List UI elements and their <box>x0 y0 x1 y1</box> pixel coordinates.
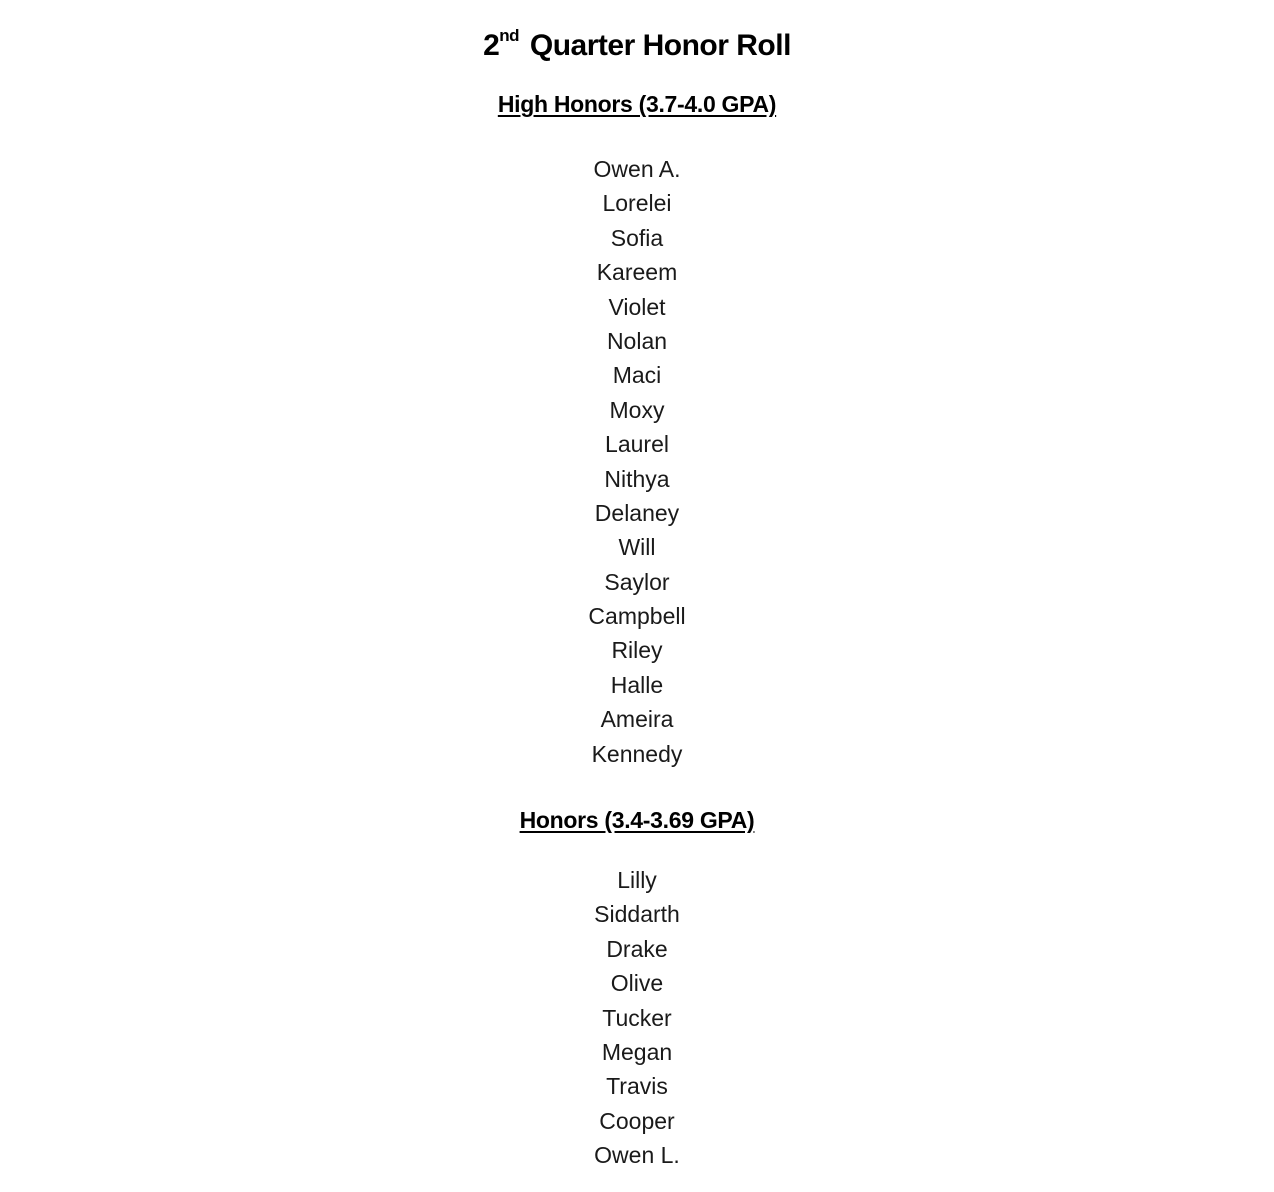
list-item-name: Kennedy <box>591 740 683 767</box>
list-item-name: Megan <box>601 1038 673 1065</box>
list-item-name: Riley <box>611 637 663 664</box>
list-item-name: Olive <box>610 970 664 997</box>
list-item-name: Violet <box>608 293 666 320</box>
list-item-name: Tucker <box>602 1004 672 1031</box>
high-honors-heading: High Honors (3.7-4.0 GPA) <box>497 91 777 117</box>
list-item-name: Saylor <box>604 568 670 595</box>
list-item-name: Cooper <box>599 1107 675 1134</box>
list-item-name: Laurel <box>605 431 669 458</box>
list-item-name: Owen A. <box>593 156 681 182</box>
list-item-name: Halle <box>610 671 664 698</box>
honors-list <box>0 863 1274 1173</box>
high-honors-list <box>0 152 1274 771</box>
list-item-name: Nolan <box>606 327 668 354</box>
list-item-name: Will <box>618 534 656 561</box>
list-item-name: Lilly <box>617 867 657 893</box>
list-item-name: Ameira <box>600 706 674 733</box>
list-item-name: Kareem <box>596 259 678 286</box>
title-text: Quarter Honor Roll <box>529 29 791 62</box>
list-item-name: Owen L. <box>594 1142 680 1169</box>
title-ordinal-suffix: nd <box>499 26 520 45</box>
list-item-name: Maci <box>612 362 662 389</box>
list-item-name: Nithya <box>604 465 670 492</box>
list-item-name: Travis <box>606 1073 668 1100</box>
list-item-name: Campbell <box>588 603 686 630</box>
list-item-name: Delaney <box>594 499 680 526</box>
list-item-name: Sofia <box>610 224 664 251</box>
list-item-name: Moxy <box>609 396 665 423</box>
list-item-name: Lorelei <box>602 190 672 217</box>
title-ordinal-number: 2 <box>483 29 500 62</box>
honors-heading: Honors (3.4-3.69 GPA) <box>519 807 755 833</box>
list-item-name: Drake <box>606 935 668 962</box>
page-title <box>0 26 1274 66</box>
list-item-name: Siddarth <box>594 901 680 928</box>
